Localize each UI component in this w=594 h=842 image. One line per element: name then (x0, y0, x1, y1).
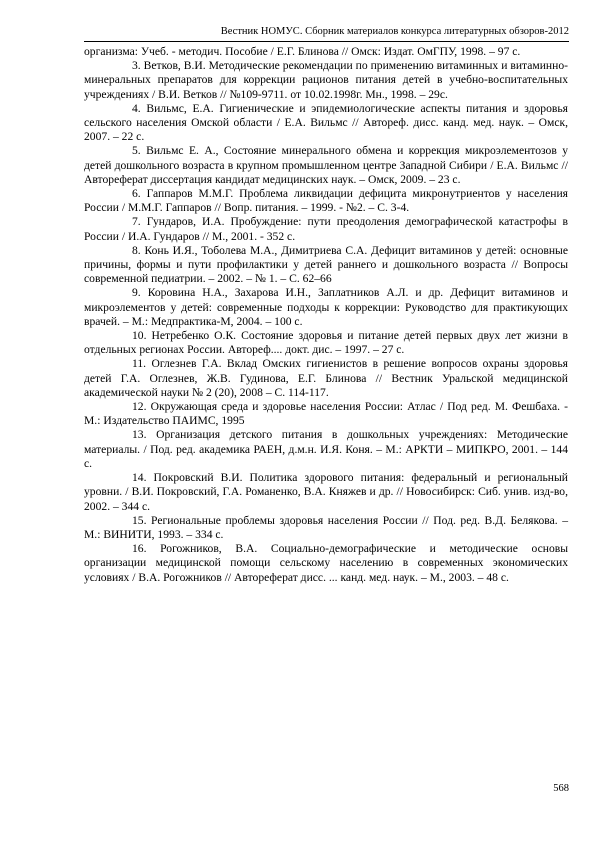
reference-item: 4. Вильмс, Е.А. Гигиенические и эпидемиологические аспекты питания и здоровья сельского населения Омской области / Е.А. Вильмс // Автореф. дисс. канд. мед. наук. – Омск, 2007. – 22 с. (84, 101, 568, 144)
header-rule (84, 41, 569, 42)
reference-continuation: организма: Учеб. - методич. Пособие / Е.Г. Блинова // Омск: Издат. ОмГПУ, 1998. – 97 с. (84, 45, 521, 58)
reference-item: 10. Нетребенко О.К. Состояние здоровья и питание детей первых двух лет жизни в отдельных регионах России. Автореф.... докт. дис. – 1997. – 27 с. (84, 329, 568, 357)
reference-item: 15. Региональные проблемы здоровья населения России // Под. ред. В.Д. Белякова. – М.: ВИНИТИ, 1993. – 334 с. (84, 513, 568, 541)
reference-item: 6. Гаппаров М.М.Г. Проблема ликвидации дефицита микронутриентов у населения России / М.М.Г. Гаппаров // Вопр. питания. – 1999. - №2. – С. 3-4. (84, 187, 568, 215)
reference-item: 14. Покровский В.И. Политика здорового питания: федеральный и региональный уровни. / В.И. Покровский, Г.А. Романенко, В.А. Княжев и др. // Новосибирск: Сиб. унив. изд-во, 2002. – 344 с. (84, 471, 568, 513)
reference-item: 9. Коровина Н.А., Захарова И.Н., Заплатников А.Л. и др. Дефицит витаминов и микроэлементов у детей: современные подходы к коррекции: Руководство для практикующих врачей. – М.: Медпрактика-М, 2004. – 100 с. (84, 286, 568, 328)
reference-item: 13. Организация детского питания в дошкольных учреждениях: Методические материалы. / Под. ред. академика РАЕН, д.м.н. И.Я. Коня. – М.: АРКТИ – МИПКРО, 2001. – 144 с. (84, 428, 568, 470)
reference-item: 3. Ветков, В.И. Методические рекомендации по применению витаминных и витаминно-минеральных препаратов для коррекции рационов питания детей в учебно-воспитательных учреждениях / В.И. Ветков // №109-9711. от 10.02.1998г. Мн., 1998. – 29с. (84, 59, 568, 101)
running-header: Вестник НОМУС. Сборник материалов конкурса литературных обзоров-2012 (220, 26, 569, 37)
reference-item: 5. Вильмс Е. А., Состояние минерального обмена и коррекция микроэлементозов у детей дошкольного возраста в крупном промышленном центре Западной Сибири / Е.А. Вильмс // Автореферат диссертация кандидат медицинских наук. – Омск, 2009. – 23 с. (84, 144, 568, 186)
reference-item: 8. Конь И.Я., Тоболева М.А., Димитриева С.А. Дефицит витаминов у детей: основные причины, формы и пути профилактики у детей раннего и дошкольного возраста // Вопросы современной педиатрии. – 2002. – № 1. – С. 62–66 (84, 243, 568, 286)
reference-list (84, 45, 568, 585)
reference-item: 11. Оглезнев Г.А. Вклад Омских гигиенистов в решение вопросов охраны здоровья детей Г.А. Оглезнев, Ж.В. Гудинова, Е.Г. Блинова // Вестник Уральской медицинской академической науки № 2 (20), 2008 – С. 114-117. (84, 357, 568, 399)
reference-item: 12. Окружающая среда и здоровье населения России: Атлас / Под ред. М. Фешбаха. - М.: Издательство ПАИМС, 1995 (84, 400, 568, 428)
page-number: 568 (553, 783, 569, 794)
reference-item: 7. Гундаров, И.А. Пробуждение: пути преодоления демографической катастрофы в России / И.А. Гундаров // М., 2001. - 352 с. (84, 215, 568, 243)
reference-item: 16. Рогожников, В.А. Социально-демографические и методические основы организации медицинской помощи сельскому населению в современных экономических условиях / В.А. Рогожников // Автореферат дисс. ... канд. мед. наук. – М., 2003. – 48 с. (84, 542, 568, 584)
